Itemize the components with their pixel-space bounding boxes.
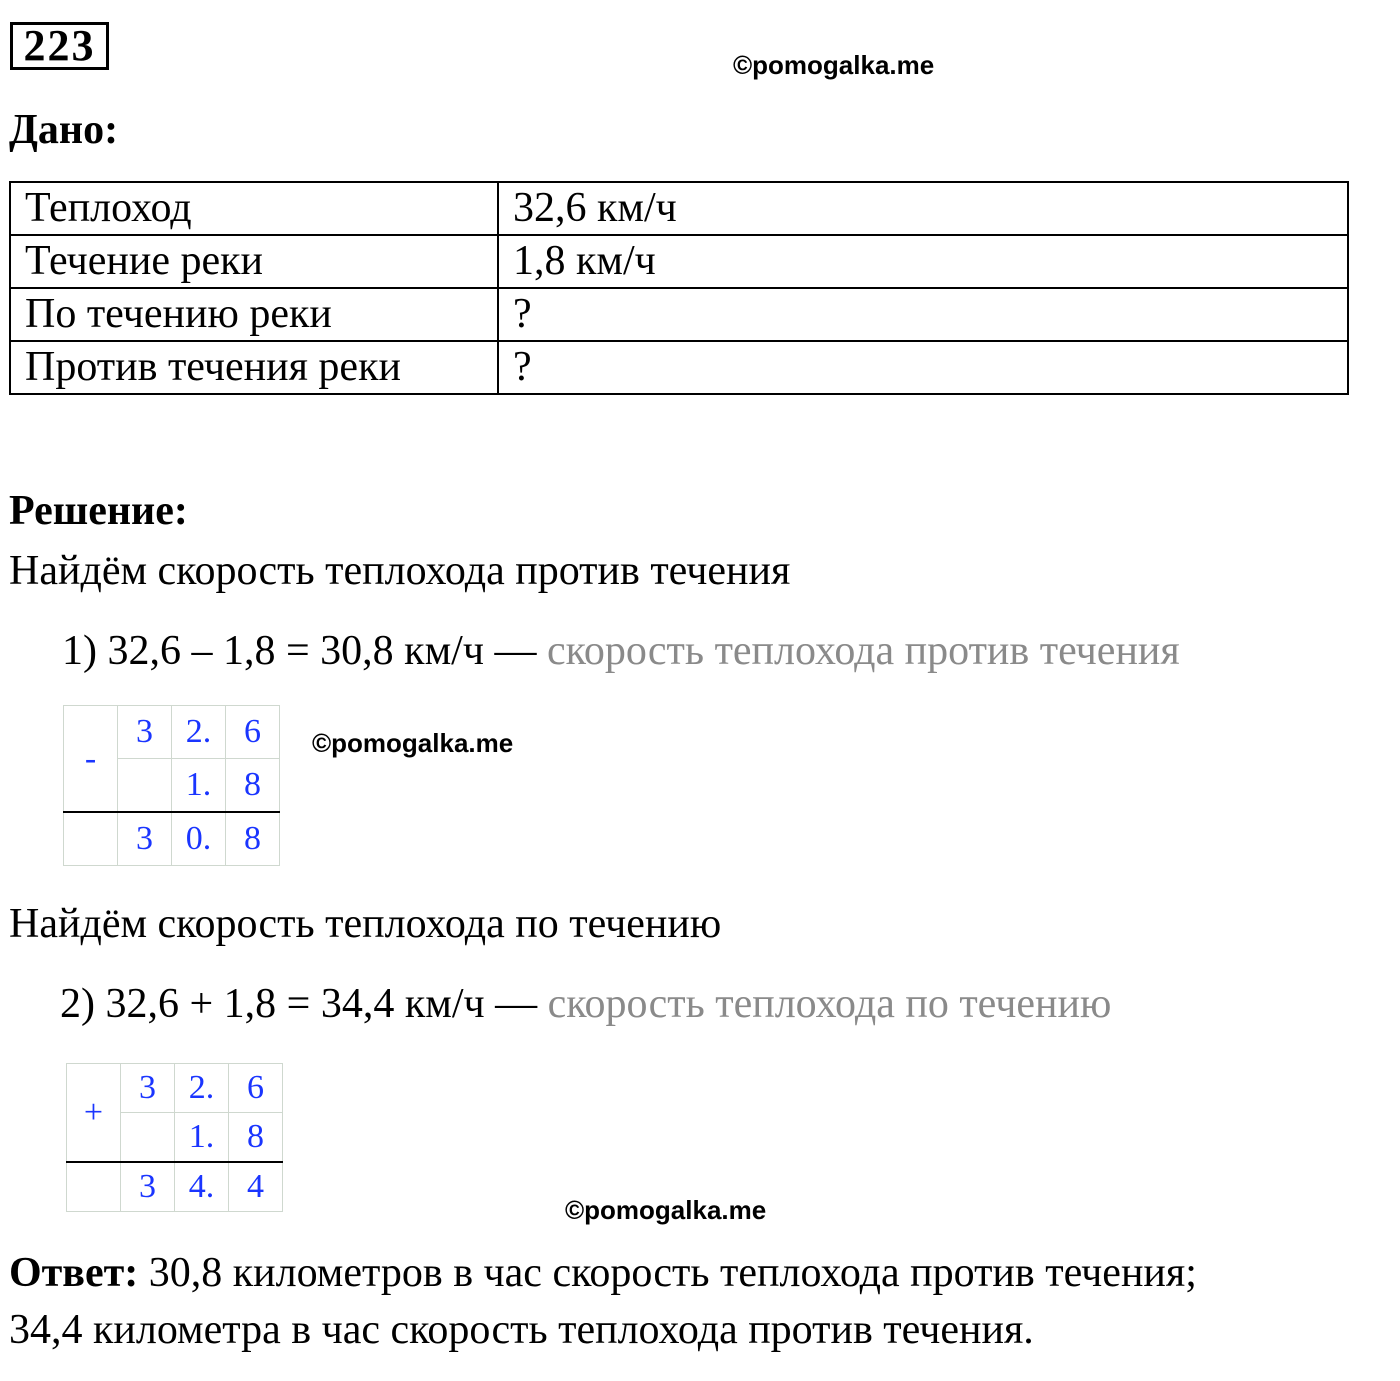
table-row [64, 812, 280, 866]
minus-sign: - [64, 706, 118, 813]
digit-cell [67, 1162, 121, 1212]
problem-number: 223 [10, 22, 109, 70]
digit-cell: 0. [172, 812, 226, 866]
table-row [10, 182, 1348, 235]
intro-with-current: Найдём скорость теплохода по течению [9, 901, 722, 947]
given-label: По течению реки [10, 288, 498, 341]
digit-cell: 3 [121, 1162, 175, 1212]
step-2-expression: 2) 32,6 + 1,8 = 34,4 км/ч — [60, 981, 538, 1027]
digit-cell [64, 812, 118, 866]
given-heading: Дано: [9, 107, 119, 153]
digit-cell: 4. [175, 1162, 229, 1212]
solution-heading: Решение: [9, 488, 188, 534]
plus-sign: + [67, 1064, 121, 1163]
table-row [10, 341, 1348, 394]
table-row [67, 1162, 283, 1212]
answer-line-1 [9, 1249, 1197, 1297]
column-subtraction [63, 705, 280, 866]
digit-cell: 3 [118, 706, 172, 759]
digit-cell: 6 [229, 1064, 283, 1113]
digit-cell: 1. [172, 759, 226, 813]
step-1-expression: 1) 32,6 – 1,8 = 30,8 км/ч — [62, 628, 537, 674]
table-row [64, 706, 280, 759]
step-2 [60, 980, 1111, 1028]
digit-cell: 8 [226, 759, 280, 813]
column-addition [66, 1063, 283, 1212]
digit-cell [121, 1113, 175, 1163]
watermark-middle: ©pomogalka.me [312, 728, 514, 758]
given-label: Течение реки [10, 235, 498, 288]
given-value: ? [498, 288, 1348, 341]
step-1 [62, 627, 1180, 675]
digit-cell: 2. [175, 1064, 229, 1113]
given-value: 32,6 км/ч [498, 182, 1348, 235]
given-label: Против течения реки [10, 341, 498, 394]
table-row [67, 1064, 283, 1113]
digit-cell: 6 [226, 706, 280, 759]
watermark-bottom: ©pomogalka.me [565, 1195, 767, 1225]
digit-cell: 3 [121, 1064, 175, 1113]
given-value: 1,8 км/ч [498, 235, 1348, 288]
answer-line-2: 34,4 километра в час скорость теплохода против течения. [9, 1307, 1034, 1353]
answer-label: Ответ: [9, 1250, 139, 1296]
digit-cell: 8 [229, 1113, 283, 1163]
digit-cell: 4 [229, 1162, 283, 1212]
digit-cell: 3 [118, 812, 172, 866]
table-row [10, 288, 1348, 341]
digit-cell: 1. [175, 1113, 229, 1163]
table-row [10, 235, 1348, 288]
step-1-comment: скорость теплохода против течения [546, 628, 1180, 674]
given-table [9, 181, 1349, 395]
given-value: ? [498, 341, 1348, 394]
intro-against-current: Найдём скорость теплохода против течения [9, 548, 791, 594]
digit-cell [118, 759, 172, 813]
given-label: Теплоход [10, 182, 498, 235]
digit-cell: 2. [172, 706, 226, 759]
digit-cell: 8 [226, 812, 280, 866]
watermark-top: ©pomogalka.me [733, 50, 935, 80]
answer-text-1: 30,8 километров в час скорость теплохода против течения; [148, 1250, 1197, 1296]
step-2-comment: скорость теплохода по течению [547, 981, 1112, 1027]
